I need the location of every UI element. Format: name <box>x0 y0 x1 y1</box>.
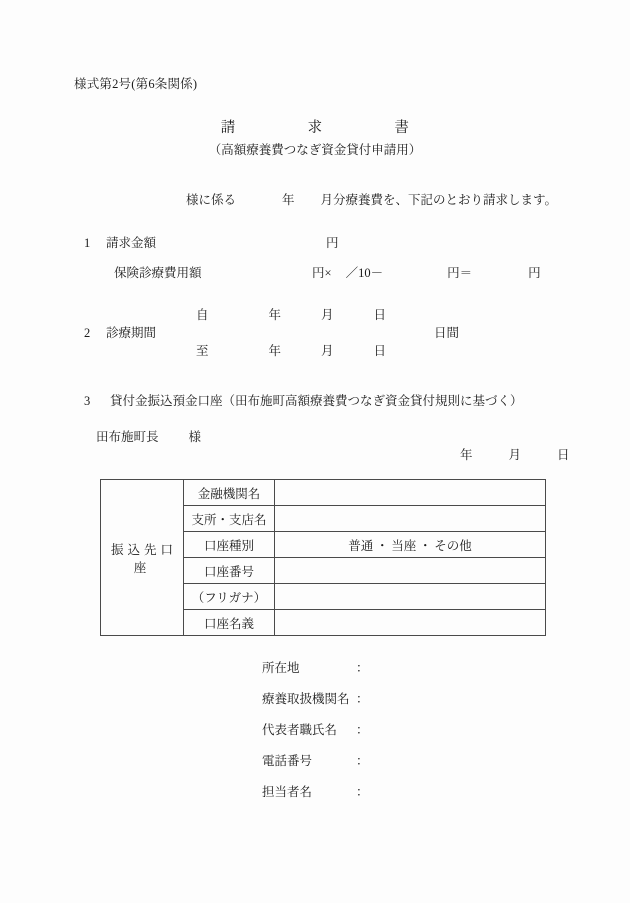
calc-unit-1: 円× <box>312 266 332 280</box>
bank-row-key-furigana: （フリガナ） <box>184 584 275 610</box>
period-to-month-unit: 月 <box>321 344 334 358</box>
mayor-title: 田布施町長 <box>96 430 159 444</box>
footer-label-representative: 代表者職氏名 <box>262 723 338 737</box>
institution-info-fields <box>262 658 370 813</box>
footer-colon-contact-person: ： <box>356 785 369 799</box>
item1-heading <box>84 233 156 251</box>
bank-row-value-account-name[interactable] <box>275 610 546 636</box>
table-row <box>101 480 546 506</box>
item3-label: 貸付金振込預金口座（田布施町高額療養費つなぎ資金貸付規則に基づく） <box>110 394 523 408</box>
treatment-period-to <box>196 341 386 359</box>
date-month-unit: 月 <box>508 448 522 462</box>
title-char-2: 求 <box>307 120 323 136</box>
calc-fraction: ／10－ <box>345 266 384 280</box>
document-subtitle: （高額療養費つなぎ資金貸付申請用） <box>208 143 422 157</box>
account-type-option-toza[interactable]: 当座 <box>391 538 417 553</box>
footer-field-representative <box>262 720 370 751</box>
item2-label: 診療期間 <box>106 326 157 340</box>
footer-label-contact-person: 担当者名 <box>262 785 313 799</box>
period-to-year-unit: 年 <box>268 344 282 358</box>
footer-label-phone: 電話番号 <box>262 754 313 768</box>
period-to-marker: 至 <box>196 344 209 358</box>
account-type-option-other[interactable]: その他 <box>434 538 472 553</box>
document-title <box>0 116 630 137</box>
calc-unit-2: 円＝ <box>447 266 473 280</box>
item3-heading <box>84 391 523 409</box>
treatment-period-from <box>196 305 386 323</box>
title-char-1: 請 <box>220 120 236 136</box>
bank-row-key-account-name: 口座名義 <box>184 610 275 636</box>
bank-row-key-account-number: 口座番号 <box>184 558 275 584</box>
item1-calculation <box>312 263 541 281</box>
bank-row-key-account-type: 口座種別 <box>184 532 275 558</box>
account-type-option-futsu[interactable]: 普通 <box>348 538 374 553</box>
addressee-mayor <box>96 427 201 445</box>
bank-row-value-account-type[interactable] <box>275 532 546 558</box>
period-from-year-unit: 年 <box>268 308 282 322</box>
item1-amount-unit: 円 <box>326 236 339 250</box>
footer-field-address <box>262 658 370 689</box>
intro-year-unit: 年 <box>282 193 295 207</box>
bank-row-value-institution[interactable] <box>275 480 546 506</box>
date-day-unit: 日 <box>557 448 570 462</box>
form-number: 様式第2号(第6条関係) <box>74 77 198 91</box>
item1-label: 請求金額 <box>106 236 157 250</box>
bank-table-side-header: 振込先口座 <box>101 480 184 636</box>
bank-row-key-institution: 金融機関名 <box>184 480 275 506</box>
mayor-honorific: 様 <box>188 430 202 444</box>
period-from-day-unit: 日 <box>373 308 387 322</box>
footer-field-contact-person <box>262 782 370 813</box>
intro-sentence <box>186 190 557 208</box>
item2-number: 2 <box>84 326 91 340</box>
item1-sub-label: 保険診療費用額 <box>114 266 202 280</box>
submission-date-line <box>460 445 570 463</box>
option-separator-1: ・ <box>375 538 389 553</box>
footer-colon-phone: ： <box>356 754 369 768</box>
item1-number: 1 <box>84 236 91 250</box>
footer-colon-address: ： <box>356 661 369 675</box>
intro-rest: 月分療養費を、下記のとおり請求します。 <box>320 193 558 207</box>
footer-colon-institution: ： <box>356 692 369 706</box>
item2-heading <box>84 323 156 341</box>
bank-row-value-account-number[interactable] <box>275 558 546 584</box>
calc-unit-3: 円 <box>528 266 541 280</box>
intro-part1: 様に係る <box>186 193 237 207</box>
title-char-3: 書 <box>394 120 410 136</box>
item2-days-unit: 日間 <box>434 326 460 340</box>
footer-label-institution: 療養取扱機関名 <box>262 692 350 706</box>
period-from-marker: 自 <box>196 308 209 322</box>
footer-colon-representative: ： <box>356 723 369 737</box>
option-separator-2: ・ <box>418 538 432 553</box>
bank-account-table <box>100 479 546 636</box>
footer-field-phone <box>262 751 370 782</box>
footer-field-institution <box>262 689 370 720</box>
date-year-unit: 年 <box>460 448 473 462</box>
period-from-month-unit: 月 <box>321 308 334 322</box>
bank-row-value-furigana[interactable] <box>275 584 546 610</box>
period-to-day-unit: 日 <box>373 344 387 358</box>
bank-row-key-branch: 支所・支店名 <box>184 506 275 532</box>
bank-row-value-branch[interactable] <box>275 506 546 532</box>
item3-number: 3 <box>84 394 91 408</box>
footer-label-address: 所在地 <box>262 661 300 675</box>
